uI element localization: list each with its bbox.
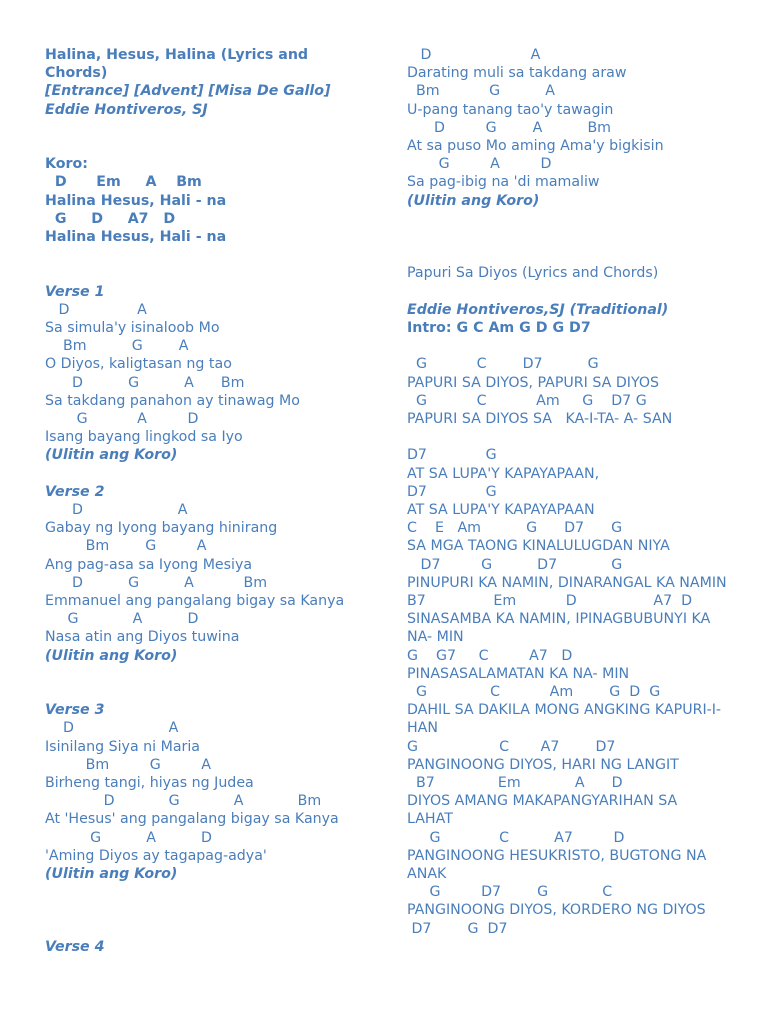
- right-line: U-pang tanang tao'y tawagin: [407, 101, 614, 118]
- left-line: Bm G A: [45, 338, 189, 355]
- right-line: At sa puso Mo aming Ama'y bigkisin: [407, 138, 664, 155]
- left-line: D G A Bm: [45, 793, 322, 810]
- left-line: Halina Hesus, Hali - na: [45, 229, 227, 246]
- right-line: Darating muli sa takdang araw: [407, 65, 627, 82]
- right-line: PAPURI SA DIYOS, PAPURI SA DIYOS: [407, 374, 660, 391]
- left-line: Verse 3: [45, 702, 105, 719]
- right-line: D7 G: [407, 483, 497, 500]
- left-line: Halina, Hesus, Halina (Lyrics and Chords): [45, 47, 314, 82]
- right-line: SINASAMBA KA NAMIN, IPINAGBUBUNYI KA NA- MIN: [407, 611, 715, 646]
- right-line: D7 G: [407, 447, 497, 464]
- right-line: SA MGA TAONG KINALULUGDAN NIYA: [407, 538, 670, 555]
- left-line: Eddie Hontiveros, SJ: [45, 101, 208, 118]
- left-line: Sa simula'y isinaloob Mo: [45, 320, 220, 337]
- right-line: G D7 G C: [407, 884, 613, 901]
- left-line: 'Aming Diyos ay tagapag-adya': [45, 847, 267, 864]
- right-line: DIYOS AMANG MAKAPANGYARIHAN SA LAHAT: [407, 793, 682, 828]
- left-line: Bm G A: [45, 538, 207, 555]
- right-line: D7 G D7: [407, 920, 508, 937]
- right-line: PAPURI SA DIYOS SA KA-I-TA- A- SAN: [407, 411, 673, 428]
- right-line: G G7 C A7 D: [407, 647, 573, 664]
- left-line: Nasa atin ang Diyos tuwina: [45, 629, 240, 646]
- left-line: G D A7 D: [45, 210, 176, 227]
- spacer: [45, 665, 375, 701]
- left-line: Verse 1: [45, 283, 105, 300]
- left-line: Verse 4: [45, 938, 105, 955]
- right-line: Bm G A: [407, 83, 555, 100]
- left-line: Koro:: [45, 156, 88, 173]
- left-line: O Diyos, kaligtasan ng tao: [45, 356, 232, 373]
- left-line: D A: [45, 301, 147, 318]
- left-line: (Ulitin ang Koro): [45, 447, 178, 464]
- left-line: D G A Bm: [45, 374, 245, 391]
- left-line: Isang bayang lingkod sa Iyo: [45, 429, 243, 446]
- right-line: PINUPURI KA NAMIN, DINARANGAL KA NAMIN: [407, 574, 727, 591]
- spacer: [407, 337, 727, 355]
- left-line: G A D: [45, 411, 199, 428]
- left-line: Birheng tangi, hiyas ng Judea: [45, 775, 254, 792]
- spacer: [45, 883, 375, 938]
- right-line: (Ulitin ang Koro): [407, 192, 540, 209]
- left-line: Ang pag-asa sa Iyong Mesiya: [45, 556, 253, 573]
- right-line: DAHIL SA DAKILA MONG ANGKING KAPURI-I- HAN: [407, 702, 726, 737]
- left-line: Halina Hesus, Hali - na: [45, 192, 227, 209]
- spacer: [45, 119, 375, 155]
- right-line: D A: [407, 47, 541, 63]
- right-line: G C A7 D: [407, 829, 625, 846]
- left-line: G A D: [45, 829, 212, 846]
- spacer: [45, 246, 375, 282]
- spacer: [407, 283, 727, 301]
- right-column: [407, 46, 727, 938]
- right-line: D G A Bm: [407, 119, 612, 136]
- right-line: C E Am G D7 G: [407, 520, 623, 537]
- right-line: D7 G D7 G: [407, 556, 623, 573]
- left-line: D G A Bm: [45, 574, 268, 591]
- right-line: B7 Em A D: [407, 775, 623, 792]
- left-line: Bm G A: [45, 756, 212, 773]
- left-line: At 'Hesus' ang pangalang bigay sa Kanya: [45, 811, 339, 828]
- left-line: D A: [45, 502, 188, 519]
- spacer: [407, 428, 727, 446]
- left-column: [45, 46, 375, 956]
- right-line: G C A7 D7: [407, 738, 616, 755]
- left-line: [Entrance] [Advent] [Misa De Gallo]: [45, 83, 331, 100]
- left-line: D Em A Bm: [45, 174, 202, 191]
- right-line: G C D7 G: [407, 356, 599, 373]
- right-line: PINASASALAMATAN KA NA- MIN: [407, 665, 630, 682]
- left-line: D A: [45, 720, 179, 737]
- right-line: Eddie Hontiveros,SJ (Traditional): [407, 301, 669, 318]
- left-line: Sa takdang panahon ay tinawag Mo: [45, 392, 300, 409]
- right-line: PANGINOONG HESUKRISTO, BUGTONG NA ANAK: [407, 847, 711, 883]
- right-line: Papuri Sa Diyos (Lyrics and Chords): [407, 265, 659, 282]
- left-line: G A D: [45, 611, 199, 628]
- left-line: Verse 2: [45, 483, 105, 500]
- left-line: Isinilang Siya ni Maria: [45, 738, 200, 755]
- spacer: [45, 465, 375, 483]
- left-line: (Ulitin ang Koro): [45, 866, 178, 883]
- right-line: AT SA LUPA'Y KAPAYAPAAN: [407, 502, 595, 519]
- left-line: (Ulitin ang Koro): [45, 647, 178, 664]
- right-line: G A D: [407, 156, 552, 173]
- right-line: Sa pag-ibig na 'di mamaliw: [407, 174, 600, 191]
- right-line: Intro: G C Am G D G D7: [407, 320, 591, 337]
- spacer: [407, 210, 727, 265]
- right-line: G C Am G D G: [407, 684, 661, 701]
- left-line: Emmanuel ang pangalang bigay sa Kanya: [45, 593, 345, 610]
- left-line: Gabay ng Iyong bayang hinirang: [45, 520, 278, 537]
- right-line: PANGINOONG DIYOS, KORDERO NG DIYOS: [407, 902, 706, 919]
- right-line: B7 Em D A7 D: [407, 593, 693, 610]
- right-line: AT SA LUPA'Y KAPAYAPAAN,: [407, 465, 600, 482]
- right-line: PANGINOONG DIYOS, HARI NG LANGIT: [407, 756, 679, 773]
- right-line: G C Am G D7 G: [407, 392, 647, 409]
